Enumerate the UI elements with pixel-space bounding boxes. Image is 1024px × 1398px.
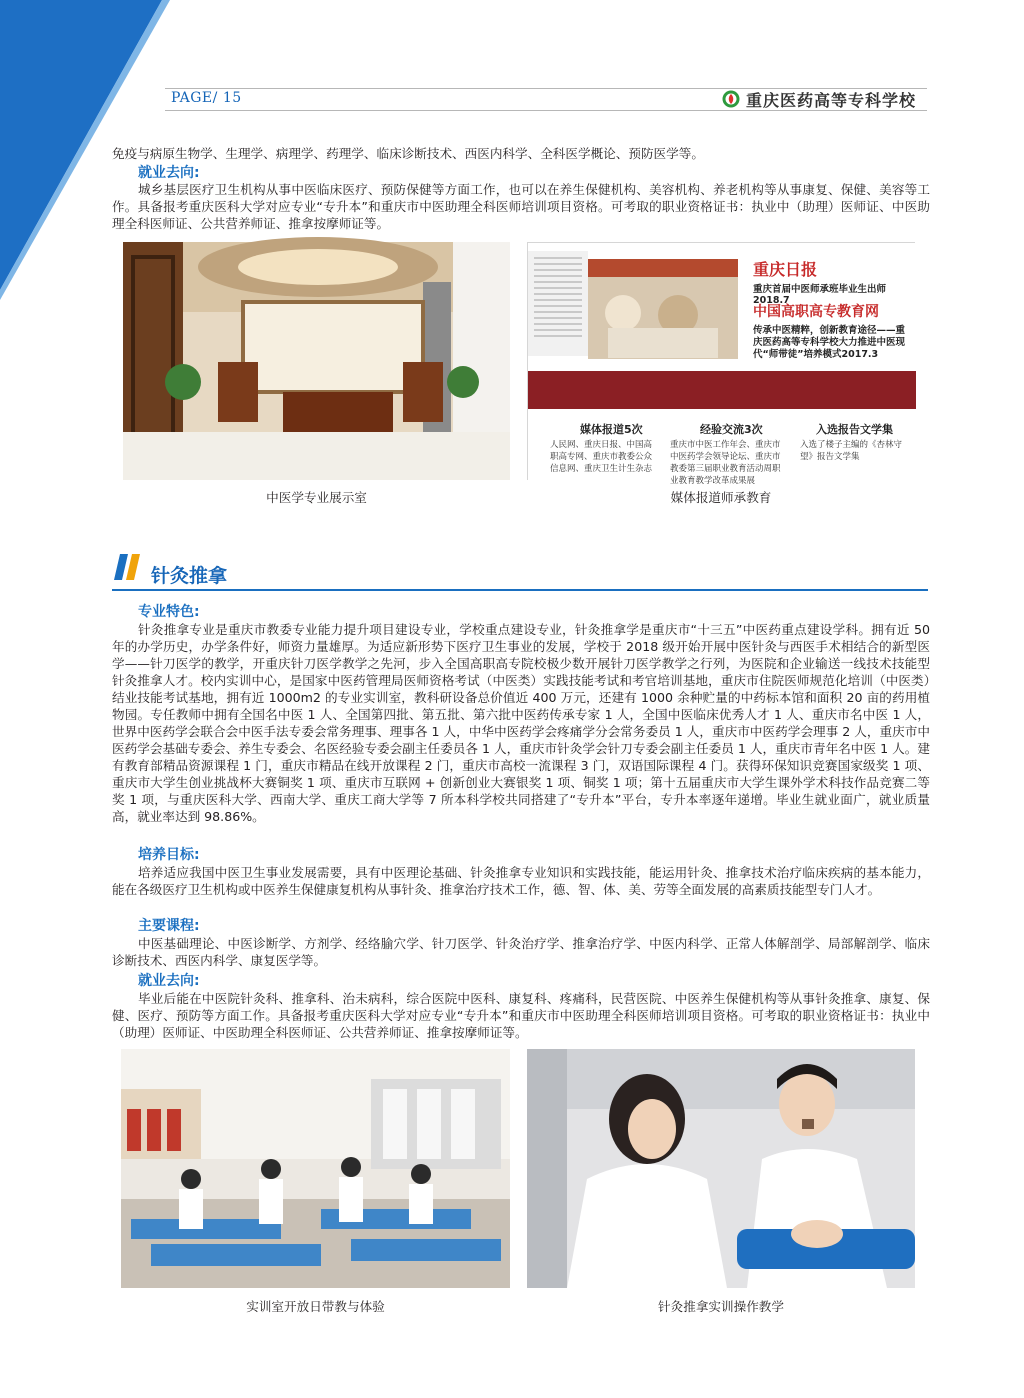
news-item-3-title: 入选报告文学集 <box>816 423 893 436</box>
employment-heading-1: 就业去向: <box>138 165 200 181</box>
goals-heading: 培养目标: <box>138 847 200 863</box>
section-rule <box>112 589 928 591</box>
employment-text-1: 城乡基层医疗卫生机构从事中医临床医疗、预防保健等方面工作，也可以在养生保健机构、美容机构、养老机构等从事康复、保健、美容等工作。具备报考重庆医科大学对应专业“专升本”和重庆市中医助理全科医师培训项目资格。可考取的职业资格证书：执业中（助理）医师证、中医助理全科医师证、公共营养师证、推拿按摩师证等。 <box>112 182 930 231</box>
section-marker-icon <box>112 552 146 582</box>
features-text: 针灸推拿专业是重庆市教委专业能力提升项目建设专业，学校重点建设专业，针灸推拿学是重庆市“十三五”中医药重点建设学科。拥有近 50 年的办学历史，办学条件好，师资力量雄厚。为适应新形势下医疗卫生事业的发展，学校于 2018 级开始开展中医针灸与西医手术相结合的新型医学——针刀医学的教学，开重庆针刀医学教学之先河，步入全国高职高专院校极少数开展针刀医学教学之行列，为医院和企业输送一线技术技能型针灸推拿人才。校内实训中心，是国家中医药管理局医师资格考试（中医类）实践技能考试和考官培训基地，重庆市住院医师规范化培训（中医类）结业技能考试基地，拥有近 1000m2 的专业实训室，教科研设备总价值近 400 万元，还建有 1000 余种贮量的中药标本馆和面积 20 亩的药用植物园。专任教师中拥有全国名中医 1 人、全国第四批、第五批、第六批中医药传承专家 1 人，全国中医临床优秀人才 1 人、重庆市名中医 1 人，世界中医药学会联合会中医手法专委会常务理事、理事各 1 人，中华中医药学会疼痛学分会常务委员 1 人，重庆市中医药学会理事 2 人，重庆市中医药学会基础专委会、养生专委会、名医经验专委会副主任委员各 1 人，重庆市针灸学会针刀专委会副主任委员 1 人，重庆市青年名中医 1 人。建有教育部精品资源课程 1 门，重庆市精品在线开放课程 2 门，重庆市高校一流课程 3 门，双语国际课程 4 门。获得环保知识竞赛国家级奖 1 项、重庆市大学生创业挑战杯大赛铜奖 1 项、重庆市互联网 + 创新创业大赛银奖 1 项、铜奖 1 项；第十五届重庆市大学生课外学术科技作品竞赛二等奖 1 项，与重庆医科大学、西南大学、重庆工商大学等 7 所本科学校共同搭建了“专升本”平台，专升本率逐年递增。毕业生就业面广，就业质量高，就业率达到 98.86%。 <box>112 622 930 824</box>
display-room-photo <box>123 242 510 480</box>
display-room-caption: 中医学专业展示室 <box>266 490 367 505</box>
training-room-caption: 实训室开放日带教与体验 <box>246 1299 385 1314</box>
curriculum-continuation: 免疫与病原生物学、生理学、病理学、药理学、临床诊断技术、西医内科学、全科医学概论、预防医学等。 <box>112 146 704 161</box>
courses-heading: 主要课程: <box>138 918 200 934</box>
news-item-1-title: 媒体报道5次 <box>580 423 643 436</box>
practical-teaching-photo <box>527 1049 915 1288</box>
page-number: PAGE/ 15 <box>171 90 242 106</box>
practical-teaching-caption: 针灸推拿实训操作教学 <box>658 1299 784 1314</box>
news-masthead-2: 中国高职高专教育网 <box>753 304 879 320</box>
features-heading: 专业特色: <box>138 604 200 620</box>
school-emblem-icon <box>722 90 740 108</box>
news-headline-1: 重庆首届中医师承班毕业生出师2018.7 <box>753 284 887 306</box>
news-item-2-title: 经验交流3次 <box>700 423 763 436</box>
courses-text: 中医基础理论、中医诊断学、方剂学、经络腧穴学、针刀医学、针灸治疗学、推拿治疗学、中医内科学、正常人体解剖学、局部解剖学、临床诊断技术、西医内科学、康复医学等。 <box>112 936 930 968</box>
school-name: 重庆医药高等专科学校 <box>746 90 917 110</box>
goals-text: 培养适应我国中医卫生事业发展需要，具有中医理论基础、针灸推拿专业知识和实践技能，能运用针灸、推拿技术治疗临床疾病的基本能力，能在各级医疗卫生机构或中医养生保健康复机构从事针灸、推拿治疗技术工作，德、智、体、美、劳等全面发展的高素质技能型专门人才。 <box>112 865 930 897</box>
employment-text-2: 毕业后能在中医院针灸科、推拿科、治未病科，综合医院中医科、康复科、疼痛科，民营医院、中医养生保健机构等从事针灸推拿、康复、保健、医疗、预防等方面工作。具备报考重庆医科大学对应专业“专升本”和重庆市中医助理全科医师培训项目资格。可考取的职业资格证书：执业中（助理）医师证、中医助理全科医师证、公共营养师证、推拿按摩师证等。 <box>112 991 930 1040</box>
media-report-caption: 媒体报道师承教育 <box>670 490 772 505</box>
media-report-collage <box>527 242 915 486</box>
news-item-3-text: 入选了楼子主编的《杏林守望》报告文学集 <box>800 440 903 462</box>
school-logo-block <box>722 89 916 109</box>
news-headline-2: 传承中医精粹，创新教育途径——重庆医药高等专科学校大力推进中医现代“师带徒”培养模式2017.3 <box>753 325 906 360</box>
news-item-2-text: 重庆市中医工作年会、重庆市中医药学会领导论坛、重庆市教委第三届职业教育活动周职业教育教学改革成果展 <box>670 440 781 486</box>
training-room-photo <box>121 1049 510 1288</box>
news-masthead: 重庆日报 <box>753 260 818 279</box>
employment-heading-2: 就业去向: <box>138 973 200 989</box>
news-item-1-text: 人民网、重庆日报、中国高职高专网、重庆市教委公众信息网、重庆卫生计生杂志 <box>550 440 653 474</box>
section-title: 针灸推拿 <box>151 565 228 587</box>
